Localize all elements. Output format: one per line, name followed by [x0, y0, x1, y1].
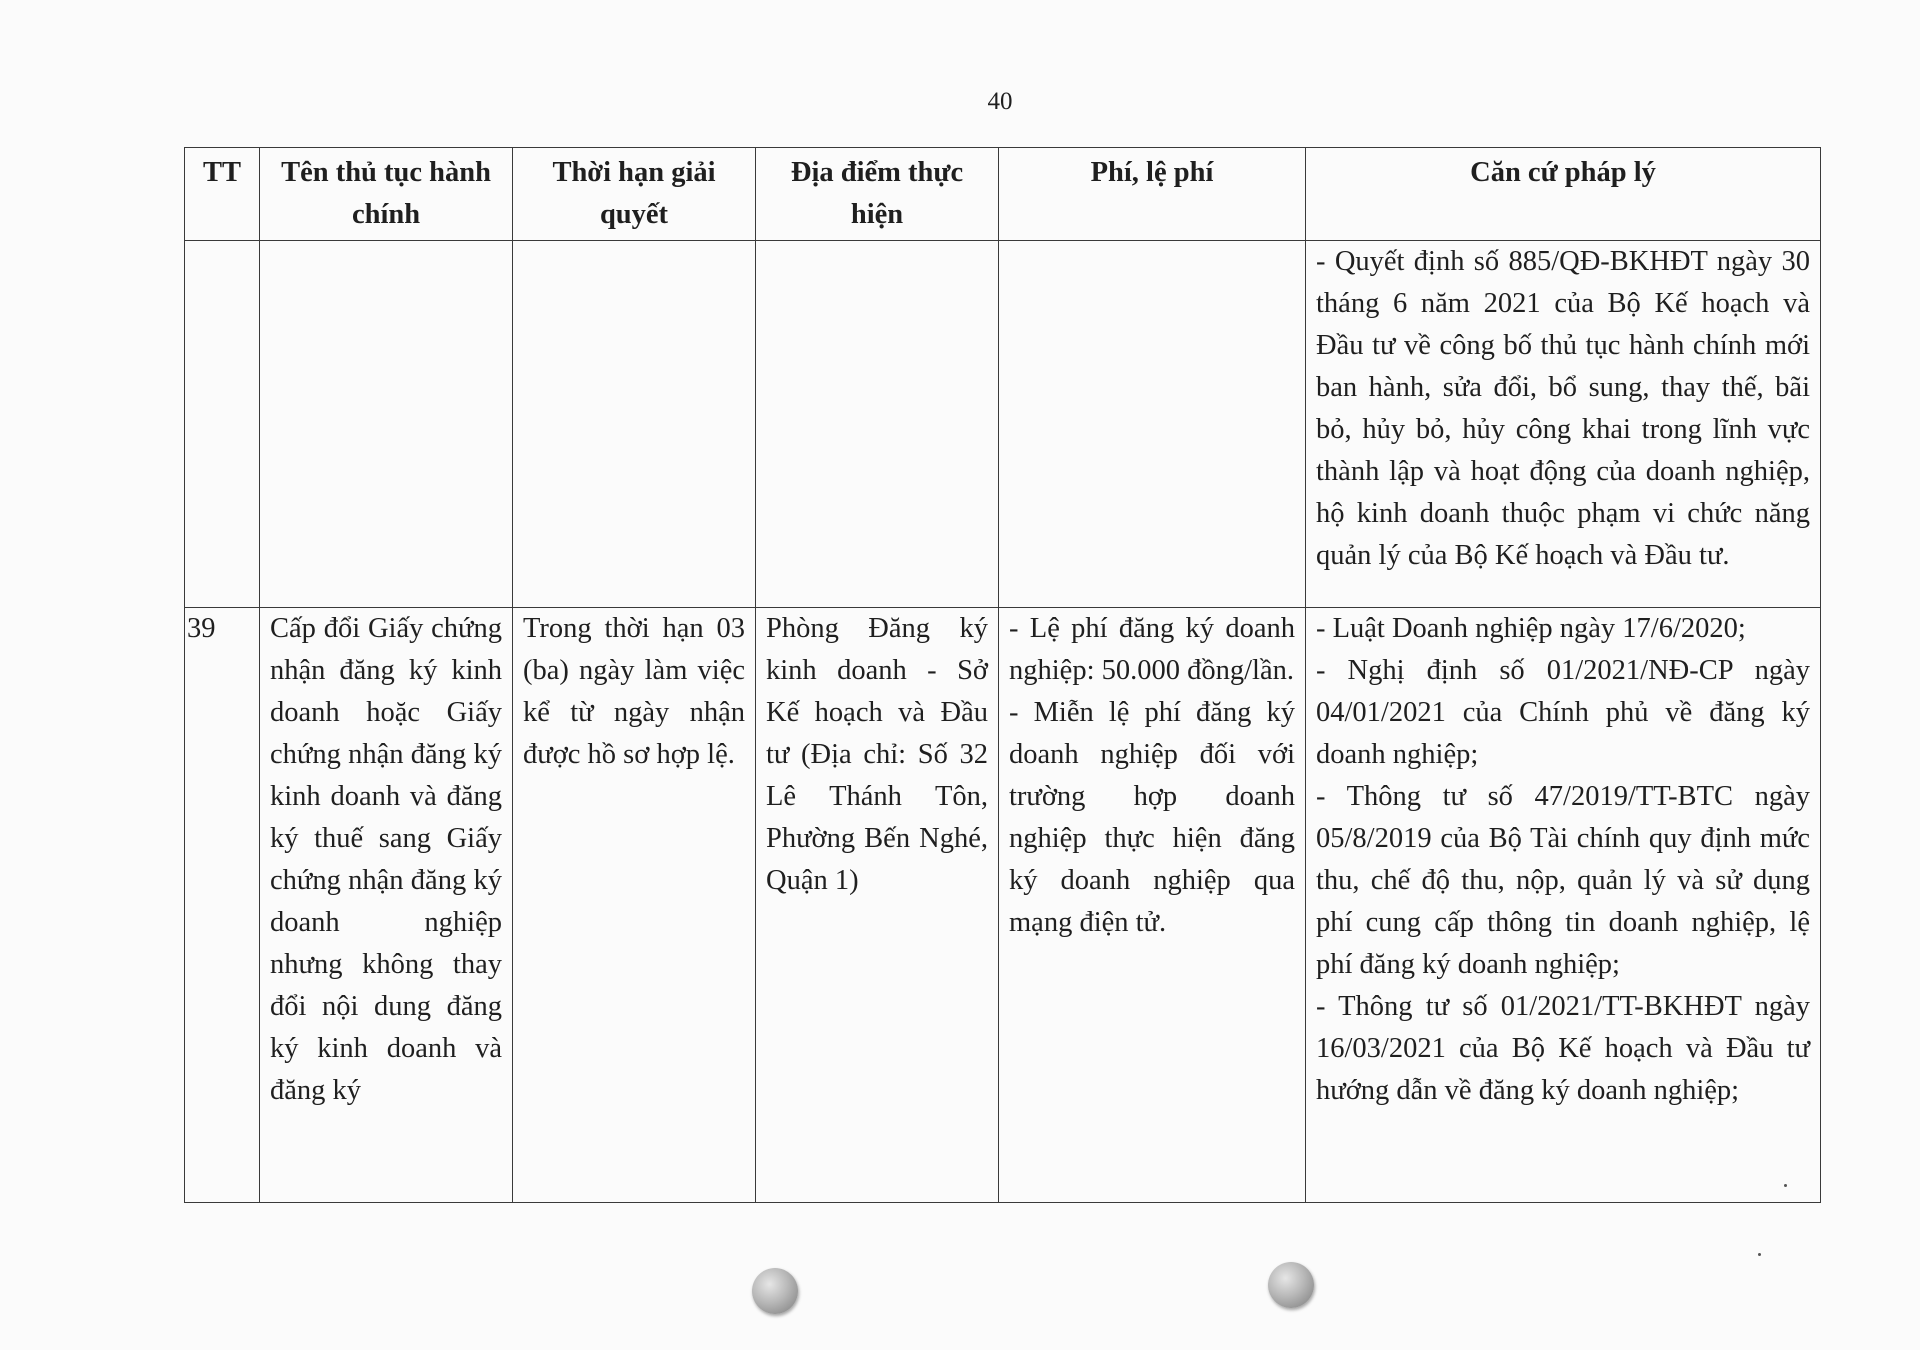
cell-processing-time [513, 241, 756, 608]
page-number: 40 [987, 88, 1013, 115]
header-procedure-name: Tên thủ tục hành chính [260, 148, 513, 241]
table-row [185, 241, 1821, 608]
legal-line: - Thông tư số 01/2021/TT-BKHĐT ngày 16/03/2021 của Bộ Kế hoạch và Đầu tư hướng dẫn về đăng ký doanh nghiệp; [1316, 991, 1810, 1106]
header-tt: TT [185, 148, 260, 241]
table-row [185, 608, 1821, 1203]
cell-processing-time: Trong thời hạn 03 (ba) ngày làm việc kể từ ngày nhận được hồ sơ hợp lệ. [513, 608, 756, 1203]
cell-procedure-name: Cấp đổi Giấy chứng nhận đăng ký kinh doanh hoặc Giấy chứng nhận đăng ký kinh doanh và đăng ký thuế sang Giấy chứng nhận đăng ký doanh nghiệp nhưng không thay đổi nội dung đăng ký kinh doanh và đăng ký [260, 608, 513, 1203]
legal-line: - Nghị định số 01/2021/NĐ-CP ngày 04/01/2021 của Chính phủ về đăng ký doanh nghiệp; [1316, 655, 1810, 770]
scan-speck [1784, 1184, 1787, 1187]
cell-location: Phòng Đăng ký kinh doanh - Sở Kế hoạch và Đầu tư (Địa chỉ: Số 32 Lê Thánh Tôn, Phường Bến Nghé, Quận 1) [756, 608, 999, 1203]
table-header-row [185, 148, 1821, 241]
cell-legal-basis [1306, 608, 1821, 1203]
procedures-table [184, 147, 1821, 1203]
header-location: Địa điểm thực hiện [756, 148, 999, 241]
header-legal-basis: Căn cứ pháp lý [1306, 148, 1821, 241]
binder-hole-right [1268, 1262, 1314, 1308]
cell-location [756, 241, 999, 608]
legal-line: - Thông tư số 47/2019/TT-BTC ngày 05/8/2019 của Bộ Tài chính quy định mức thu, chế độ thu, nộp, quản lý và sử dụng phí cung cấp thông tin doanh nghiệp, lệ phí đăng ký doanh nghiệp; [1316, 781, 1810, 980]
cell-legal-basis: - Quyết định số 885/QĐ-BKHĐT ngày 30 tháng 6 năm 2021 của Bộ Kế hoạch và Đầu tư về công bố thủ tục hành chính mới ban hành, sửa đổi, bổ sung, thay thế, bãi bỏ, hủy bỏ, hủy công khai trong lĩnh vực thành lập và hoạt động của doanh nghiệp, hộ kinh doanh thuộc phạm vi chức năng quản lý của Bộ Kế hoạch và Đầu tư. [1306, 241, 1821, 608]
cell-fees [999, 608, 1306, 1203]
cell-procedure-name [260, 241, 513, 608]
legal-line: - Luật Doanh nghiệp ngày 17/6/2020; [1316, 613, 1746, 644]
fee-line: - Lệ phí đăng ký doanh nghiệp: 50.000 đồng/lần. [1009, 613, 1295, 686]
cell-tt: 39 [185, 608, 260, 1203]
scan-speck [1758, 1253, 1761, 1256]
cell-fees [999, 241, 1306, 608]
cell-tt [185, 241, 260, 608]
header-processing-time: Thời hạn giải quyết [513, 148, 756, 241]
header-fees: Phí, lệ phí [999, 148, 1306, 241]
fee-line: - Miễn lệ phí đăng ký doanh nghiệp đối với trường hợp doanh nghiệp thực hiện đăng ký doanh nghiệp qua mạng điện tử. [1009, 697, 1295, 938]
binder-hole-left [752, 1268, 798, 1314]
